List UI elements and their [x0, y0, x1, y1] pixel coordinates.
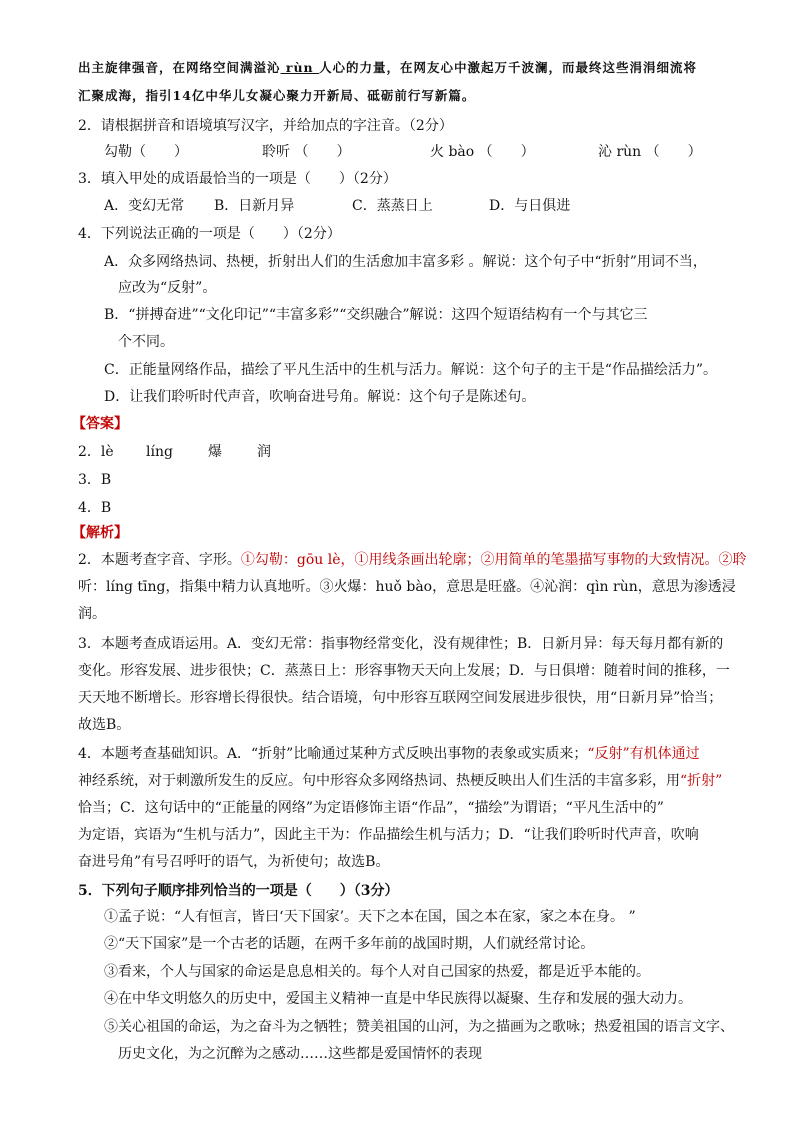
q2-item-2: 聆听 （ ）: [262, 144, 351, 160]
answer-3: 3．B: [78, 472, 112, 488]
analysis-3-line-4: 故选B。: [78, 717, 131, 733]
q2-item-1: 勾勒（ ）: [104, 144, 188, 160]
analysis-3-line-2: 变化。形容发展、进步很快；C．蒸蒸日上：形容事物天天向上发展；D．与日俱增：随着时间的推移，一: [78, 663, 730, 679]
q5-stem: 5．下列句子顺序排列恰当的一项是（ ）（3分）: [78, 883, 399, 899]
q5-sentence-3: ③看来，个人与国家的命运是息息相关的。每个人对自己国家的热爱，都是近乎本能的。: [104, 964, 650, 980]
q2-item-3: 火 bào （ ）: [430, 144, 535, 160]
q4-option-b-line-2: 个不同。: [118, 334, 174, 350]
q5-sentence-5-line-2: 历史文化，为之沉醉为之感动……这些都是爱国情怀的表现: [118, 1046, 482, 1062]
intro-line-2: 汇聚成海，指引14亿中华儿女凝心聚力开新局、砥砺前行写新篇。: [78, 88, 476, 103]
analysis-2-line-1: [78, 550, 747, 570]
q3-stem: 3．填入甲处的成语最恰当的一项是（ ）（2分）: [78, 171, 397, 187]
q5-sentence-5-line-1: ⑤关心祖国的命运，为之奋斗为之牺牲；赞美祖国的山河，为之描画为之歌咏；热爱祖国的语言文字、: [104, 1019, 734, 1035]
answer-4: 4．B: [78, 500, 112, 516]
answer-2-a: 2．lè: [78, 444, 114, 460]
analysis-4-line-2: [78, 771, 722, 791]
q4-option-a-line-2: 应改为“反射”。: [118, 280, 217, 296]
q2-stem: 2．请根据拼音和语境填写汉字，并给加点的字注音。（2分）: [78, 118, 453, 134]
analysis-2-line-2: 听：líng tīng，指集中精力认真地听。③火爆：huǒ bào，意思是旺盛。④沁润：qìn rùn，意思为渗透浸: [78, 579, 736, 595]
answer-2-d: 润: [257, 444, 271, 460]
analysis-4-highlight-1: “反射”有机体通过: [587, 746, 700, 762]
analysis-2-line-3: 润。: [78, 606, 106, 622]
answer-header: 【答案】: [72, 416, 128, 432]
analysis-4-text: 神经系统，对于刺激所发生的反应。句中形容众多网络热词、热梗反映出人们生活的丰富多彩，用: [78, 773, 680, 789]
analysis-2-intro: 2．本题考查字音、字形。: [78, 552, 241, 568]
analysis-3-line-1: 3．本题考查成语运用。A．变幻无常：指事物经常变化，没有规律性；B．日新月异：每天每月都有新的: [78, 636, 724, 652]
q3-option-c: C．蒸蒸日上: [352, 198, 433, 214]
answer-2-b: líng: [146, 444, 173, 460]
q3-option-b: B．日新月异: [214, 198, 295, 214]
q2-item-4: 沁 rùn （ ）: [598, 144, 702, 160]
q4-option-b-line-1: B．“拼搏奋进”“文化印记”“丰富多彩”“交织融合”解说：这四个短语结构有一个与其它三: [104, 307, 648, 323]
analysis-header: 【解析】: [72, 525, 128, 541]
q4-option-d: D．让我们聆听时代声音，吹响奋进号角。解说：这个句子是陈述句。: [104, 389, 536, 405]
analysis-4-line-5: 奋进号角”有号召呼吁的语气，为祈使句；故选B。: [78, 854, 390, 870]
q3-option-a: A．变幻无常: [104, 198, 185, 214]
analysis-3-line-3: 天天地不断增长。形容增长得很快。结合语境，句中形容互联网空间发展进步很快，用“日新月异”恰当；: [78, 690, 723, 706]
q4-option-c: C．正能量网络作品，描绘了平凡生活中的生机与活力。解说：这个句子的主干是“作品描绘活力”。: [104, 362, 718, 378]
intro-pinyin-blank: rùn: [280, 60, 319, 75]
q5-sentence-1: ①孟子说：“人有恒言，皆曰‘天下国家’。天下之本在国，国之本在家，家之本在身。 ”: [104, 909, 636, 925]
analysis-4-line-4: 为定语，宾语为“生机与活力”，因此主干为：作品描绘生机与活力；D．“让我们聆听时代声音，吹响: [78, 827, 699, 843]
analysis-4-intro: 4．本题考查基础知识。A．“折射”比喻通过某种方式反映出事物的表象或实质来；: [78, 746, 588, 762]
analysis-2-highlight: ①勾勒：gōu lè，①用线条画出轮廓；②用简单的笔墨描写事物的大致情况。②聆: [240, 552, 747, 568]
q5-sentence-4: ④在中华文明悠久的历史中，爱国主义精神一直是中华民族得以凝聚、生存和发展的强大动力。: [104, 991, 692, 1007]
q3-option-d: D．与日俱进: [489, 198, 571, 214]
intro-text-a: 出主旋律强音，在网络空间满溢沁: [78, 60, 281, 75]
analysis-4-line-3: 恰当；C．这句话中的“正能量的网络”为定语修饰主语“作品”，“描绘”为谓语；“平凡生活中的”: [78, 800, 664, 816]
q4-option-a-line-1: A．众多网络热词、热梗，折射出人们的生活愈加丰富多彩 。解说：这个句子中“折射”用词不当，: [104, 254, 707, 270]
q5-sentence-2: ②“天下国家”是一个古老的话题，在两千多年前的战国时期，人们就经常讨论。: [104, 936, 595, 952]
q4-stem: 4．下列说法正确的一项是（ ）（2分）: [78, 226, 341, 242]
intro-text-b: 人心的力量，在网友心中激起万千波澜，而最终这些涓涓细流将: [318, 60, 697, 75]
analysis-4-highlight-2: “折射”: [680, 773, 723, 789]
intro-line-1: [78, 58, 697, 78]
answer-2-c: 爆: [208, 444, 222, 460]
analysis-4-line-1: [78, 744, 700, 764]
